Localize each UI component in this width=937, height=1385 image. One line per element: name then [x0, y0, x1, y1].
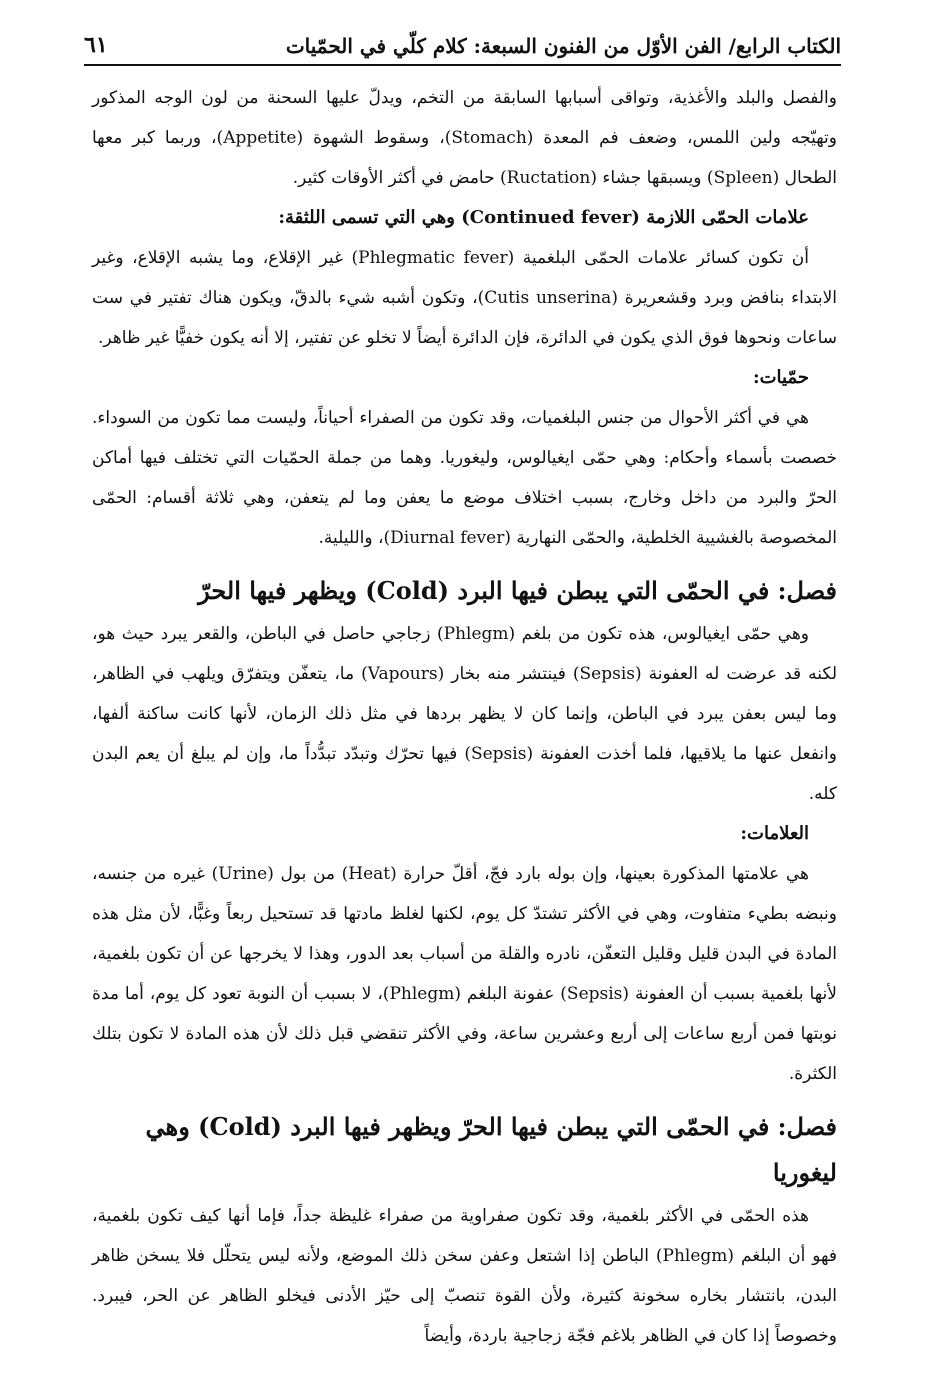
page-header: [84, 22, 841, 66]
paragraph-symptoms-continuation: والفصل والبلد والأغذية، وتواقى أسبابها السابقة من التخم، ويدلّ عليها السحنة من لون الوجه المذكور وتهيّجه ولين اللمس، وضعف فم المعدة (Stomach)، وسقوط الشهوة (Appetite)، وربما كبر معها الطحال (Spleen) ويسبقها جشاء (Ructation) حامض في أكثر الأوقات كثير.: [92, 88, 837, 188]
paragraph-lipyria: هذه الحمّى في الأكثر بلغمية، وقد تكون صفراوية من صفراء غليظة جداً، فإما أنها كيف تكون بلغمية، فهو أن البلغم (Phlegm) الباطن إذا اشتعل وعفن سخن ذلك الموضع، ولأنه ليس يتحلّل فلا يسخن ظاهر البدن، بانتشار بخاره سخونة كثيرة، ولأن القوة تنصبّ إلى حيّز الأدنى فيخلو الظاهر عن الحر، فيبرد. وخصوصاً إذا كان في الظاهر بلاغم فجّة زجاجية باردة، وأيضاً: [92, 1206, 837, 1346]
running-title: الكتاب الرابع/ الفن الأوّل من الفنون السبعة: كلام كلّي في الحمّيات: [285, 34, 841, 58]
paragraph-signs: هي علامتها المذكورة بعينها، وإن بوله بارد فجّ، أقلّ حرارة (Heat) من بول (Urine) غيره من جنسه، ونبضه بطيء متفاوت، وهي في الأكثر تشتدّ كل يوم، لكنها لغلظ مادتها قد تستحيل ربعاً وغبًّا، لأن مثل هذه المادة في البدن قليل وقليل التعفّن، نادره والقلة من أسباب بعد الدور، وهذا لا يخرجها عن أن تكون بلغمية، لأنها بلغمية بسبب أن العفونة (Sepsis) عفونة البلغم (Phlegm)، لا بسبب أن النوبة تعود كل يوم، أما مدة نوبتها فمن أربع ساعات إلى أربع وعشرين ساعة، وفي الأكثر تنقضي قبل ذلك لأن هذه المادة لا تكون بتلك الكثرة.: [92, 864, 837, 1084]
subheading-signs: العلامات:: [740, 823, 809, 844]
paragraph-epiala: وهي حمّى ايغيالوس، هذه تكون من بلغم (Phlegm) زجاجي حاصل في الباطن، والقعر يبرد حيث هو، لكنه قد عرضت له العفونة (Sepsis) فينتشر منه بخار (Vapours) ما، يتعفّن ويتفرّق ويلهب في الظاهر، وما ليس بعفن يبرد في الباطن، وإنما كان لا يظهر بردها في مثل ذلك الزمان، لأنها كانت ساكنة ألفها، وانفعل عنها ما يلاقيها، فلما أخذت العفونة (Sepsis) فيها تحرّك وتبدّد تبدُّداً ما، وإن لم يبلغ أن يعم البدن كله.: [92, 624, 837, 804]
section-heading-heat-inside: فصل: في الحمّى التي يبطن فيها الحرّ ويظهر فيها البرد (Cold) وهي ليغوريا: [145, 1112, 837, 1187]
page-body: [92, 78, 837, 1356]
page-number: ٦١: [84, 32, 108, 58]
paragraph-continued-fever: أن تكون كسائر علامات الحمّى البلغمية (Phlegmatic fever) غير الإقلاع، وما يشبه الإقلاع، وغير الابتداء بنافض وبرد وقشعريرة (Cutis unserina)، وتكون أشبه شيء بالدقّ، ويكون هناك تفتير في ست ساعات ونحوها فوق الذي يكون في الدائرة، فإن الدائرة أيضاً لا تخلو عن تفتير، إلا أنه يكون خفيًّا غير ظاهر.: [92, 248, 838, 348]
subheading-continued-fever: علامات الحمّى اللازمة (Continued fever) وهي التي تسمى اللثقة:: [278, 207, 809, 228]
section-heading-cold-inside: فصل: في الحمّى التي يبطن فيها البرد (Cold) ويظهر فيها الحرّ: [198, 576, 837, 605]
paragraph-fevers: هي في أكثر الأحوال من جنس البلغميات، وقد تكون من الصفراء أحياناً، وليست مما تكون من السوداء. خصصت بأسماء وأحكام: وهي حمّى ايغيالوس، وليغوريا. وهما من جملة الحمّيات التي تختلف فيها أماكن الحرّ والبرد من داخل وخارج، بسبب اختلاف موضع ما يعفن وما لم يتعفن، وهي ثلاثة أقسام: الحمّى المخصوصة بالغشيية الخلطية، والحمّى النهارية (Diurnal fever)، والليلية.: [92, 408, 837, 548]
subheading-fevers: حمّيات:: [752, 367, 809, 388]
